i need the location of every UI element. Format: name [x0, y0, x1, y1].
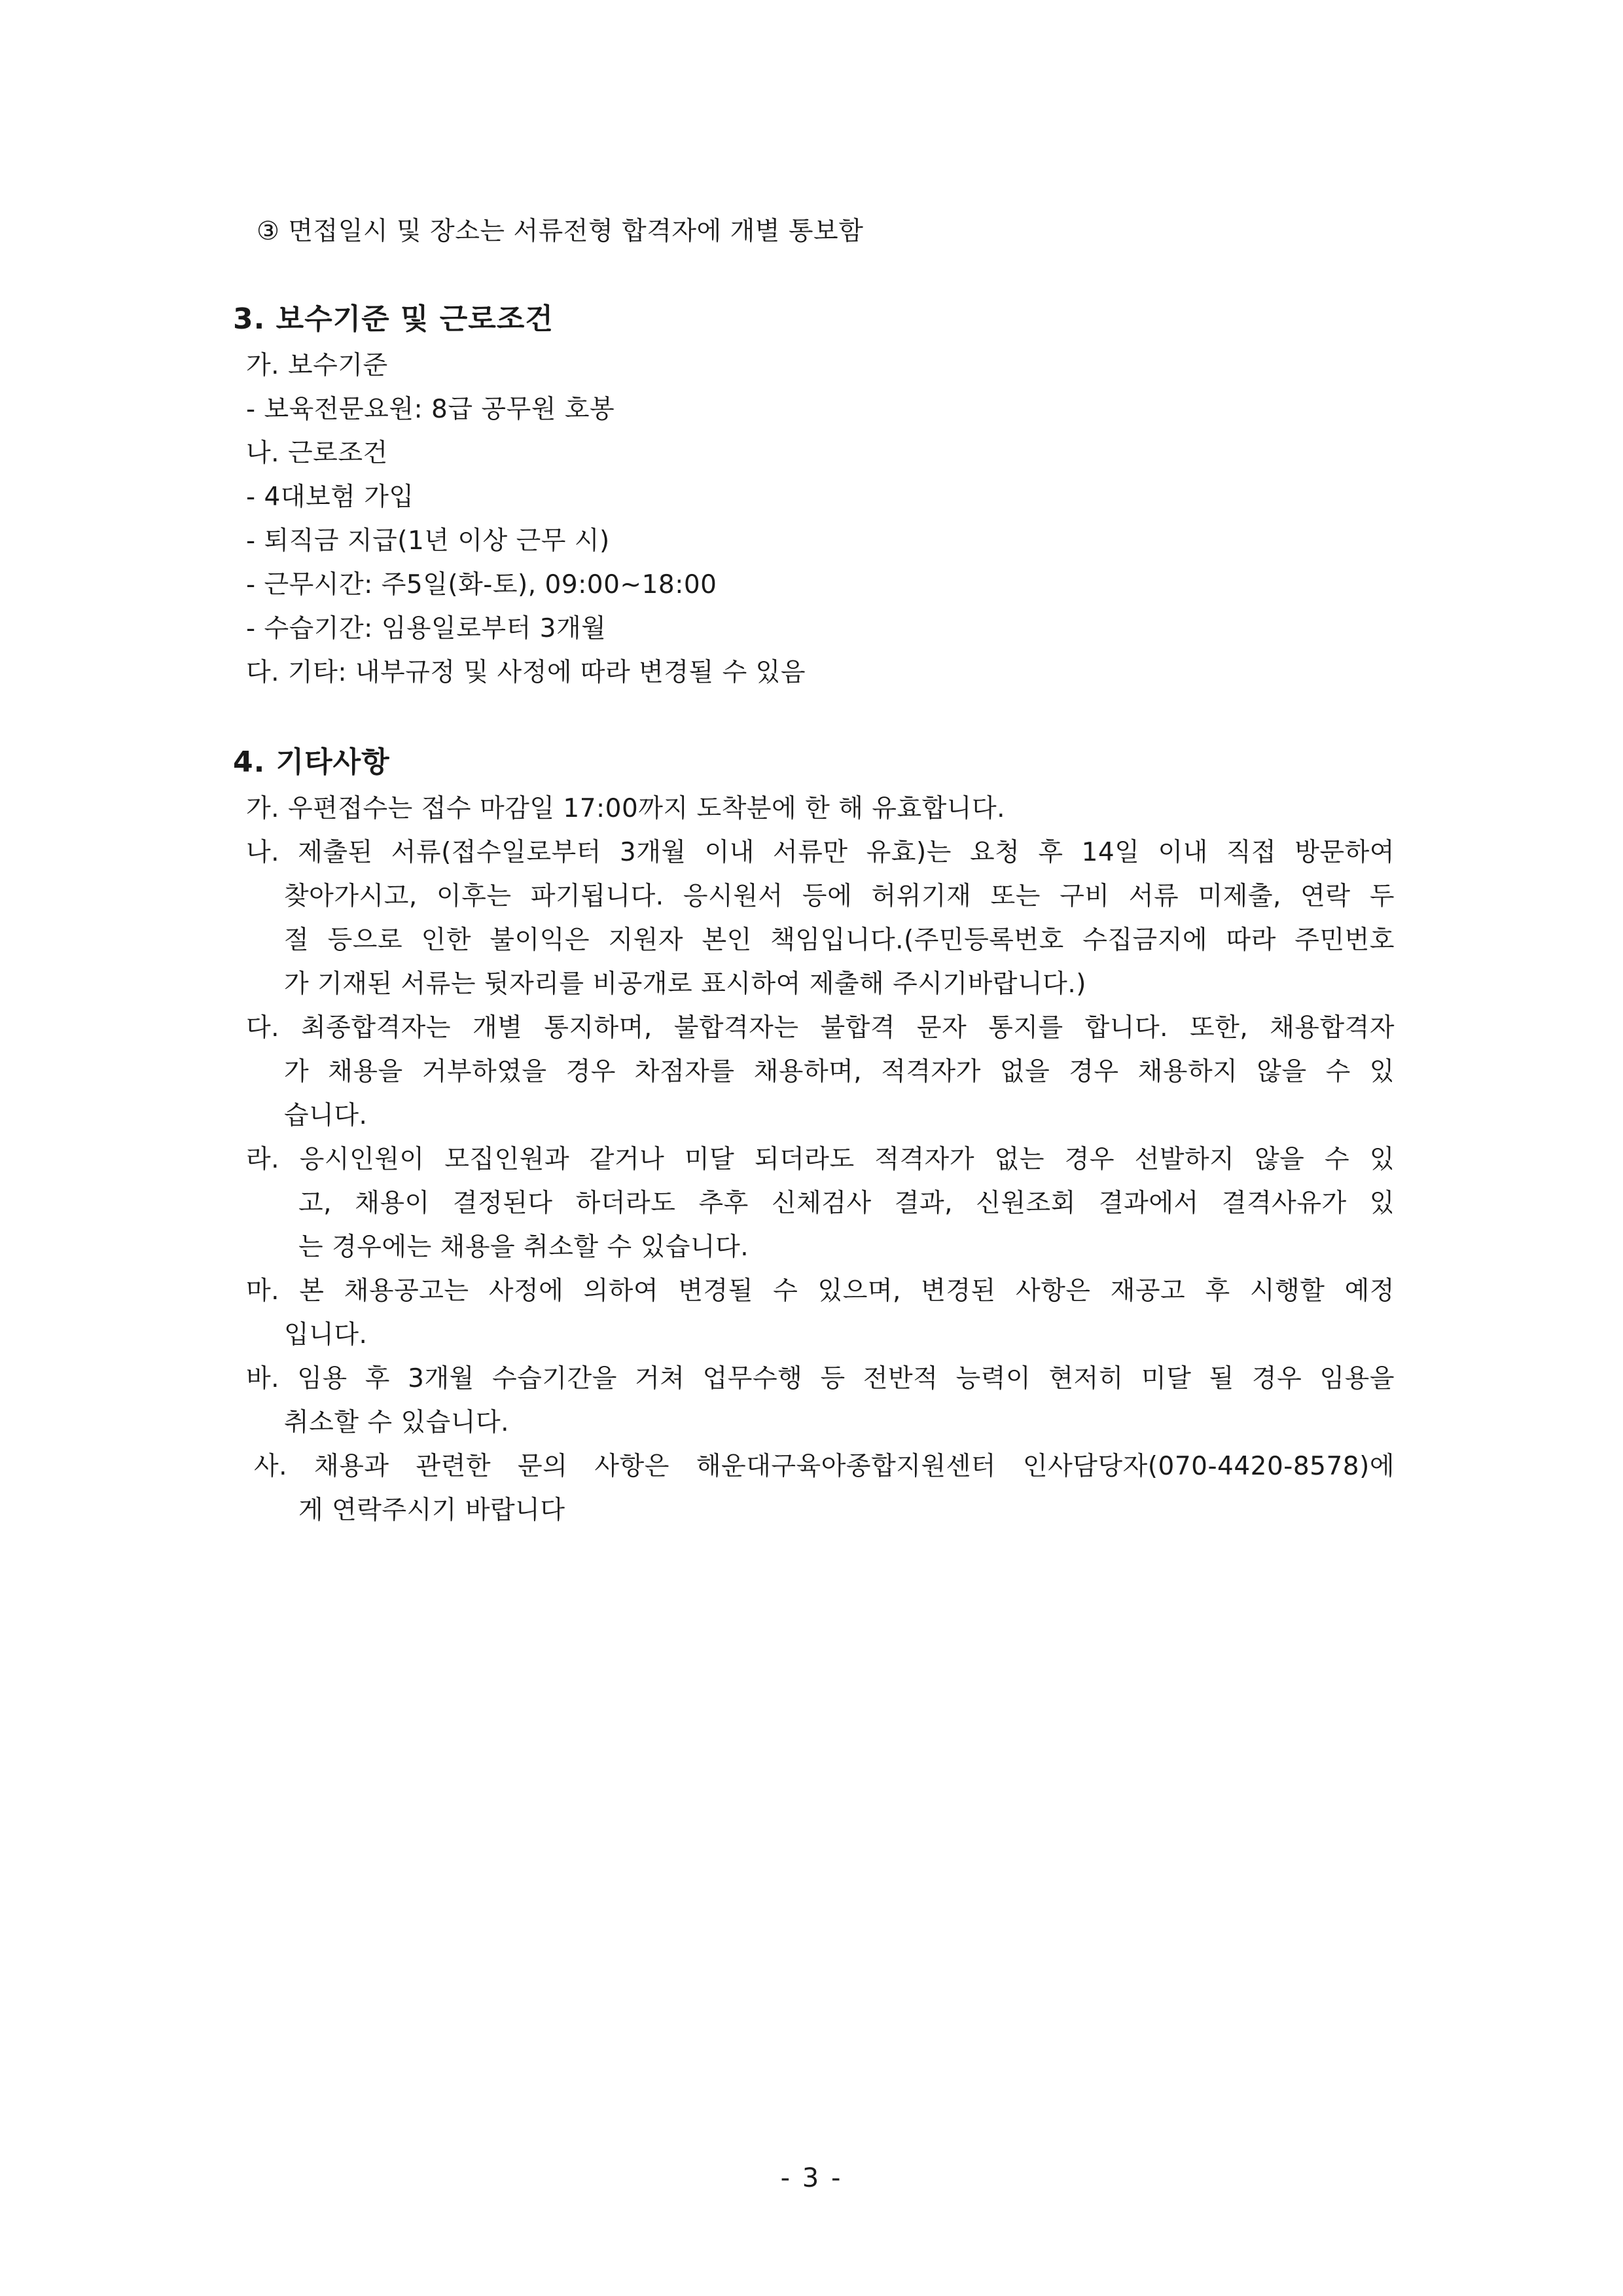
- section-3-a-label: 가. 보수기준: [246, 351, 388, 380]
- section-3-b-item: - 퇴직금 지급(1년 이상 근무 시): [246, 526, 610, 556]
- section-3-b-item: - 근무시간: 주5일(화-토), 09:00~18:00: [246, 570, 717, 600]
- section-3-c-label: 다. 기타: 내부규정 및 사정에 따라 변경될 수 있음: [246, 658, 806, 687]
- section-4-item-da-cont: 습니다.: [284, 1101, 368, 1130]
- section-4-item-sa-cont: 게 연락주시기 바랍니다: [298, 1496, 565, 1525]
- section-4-item-ra-cont: 는 경우에는 채용을 취소할 수 있습니다.: [298, 1232, 749, 1262]
- section-4-item-ma-cont: 입니다.: [284, 1320, 368, 1350]
- section-3-b-item: - 4대보험 가입: [246, 482, 414, 512]
- section-3-title: 3. 보수기준 및 근로조건: [233, 302, 554, 336]
- interview-notice: ③ 면접일시 및 장소는 서류전형 합격자에 개별 통보함: [257, 217, 864, 246]
- section-3-b-item: - 수습기간: 임용일로부터 3개월: [246, 614, 607, 643]
- section-3-b-label: 나. 근로조건: [246, 439, 388, 468]
- section-4-item-ra: 라. 응시인원이 모집인원과 같거나 미달 되더라도 적격자가 없는 경우 선발하지 않을 수 있: [246, 1145, 1395, 1174]
- section-4-item-na: 나. 제출된 서류(접수일로부터 3개월 이내 서류만 유효)는 요청 후 14일 이내 직접 방문하여: [246, 838, 1395, 867]
- section-4-item-da: 다. 최종합격자는 개별 통지하며, 불합격자는 불합격 문자 통지를 합니다. 또한, 채용합격자: [246, 1013, 1395, 1043]
- section-3-a-item: - 보육전문요원: 8급 공무원 호봉: [246, 395, 615, 424]
- section-4-item-ma: 마. 본 채용공고는 사정에 의하여 변경될 수 있으며, 변경된 사항은 재공고 후 시행할 예정: [246, 1276, 1395, 1306]
- section-4-item-ra-cont: 고, 채용이 결정된다 하더라도 추후 신체검사 결과, 신원조회 결과에서 결격사유가 있: [298, 1189, 1395, 1218]
- section-4-item-sa: 사. 채용과 관련한 문의 사항은 해운대구육아종합지원센터 인사담당자(070-4420-8578)에: [254, 1452, 1395, 1481]
- section-4-item-ba-cont: 취소할 수 있습니다.: [284, 1408, 510, 1437]
- section-4-item-na-cont: 절 등으로 인한 불이익은 지원자 본인 책임입니다.(주민등록번호 수집금지에 따라 주민번호: [284, 925, 1395, 955]
- section-4-item-ba: 바. 임용 후 3개월 수습기간을 거쳐 업무수행 등 전반적 능력이 현저히 미달 될 경우 임용을: [246, 1364, 1395, 1393]
- section-4-item-ga: 가. 우편접수는 접수 마감일 17:00까지 도착분에 한 해 유효합니다.: [246, 794, 1006, 823]
- section-4-title: 4. 기타사항: [233, 745, 390, 779]
- section-4-item-na-cont: 가 기재된 서류는 뒷자리를 비공개로 표시하여 제출해 주시기바랍니다.): [284, 969, 1086, 999]
- section-4-item-da-cont: 가 채용을 거부하였을 경우 차점자를 채용하며, 적격자가 없을 경우 채용하지 않을 수 있: [284, 1057, 1395, 1086]
- page-number: - 3 -: [780, 2163, 843, 2193]
- section-4-item-na-cont: 찾아가시고, 이후는 파기됩니다. 응시원서 등에 허위기재 또는 구비 서류 미제출, 연락 두: [284, 882, 1395, 911]
